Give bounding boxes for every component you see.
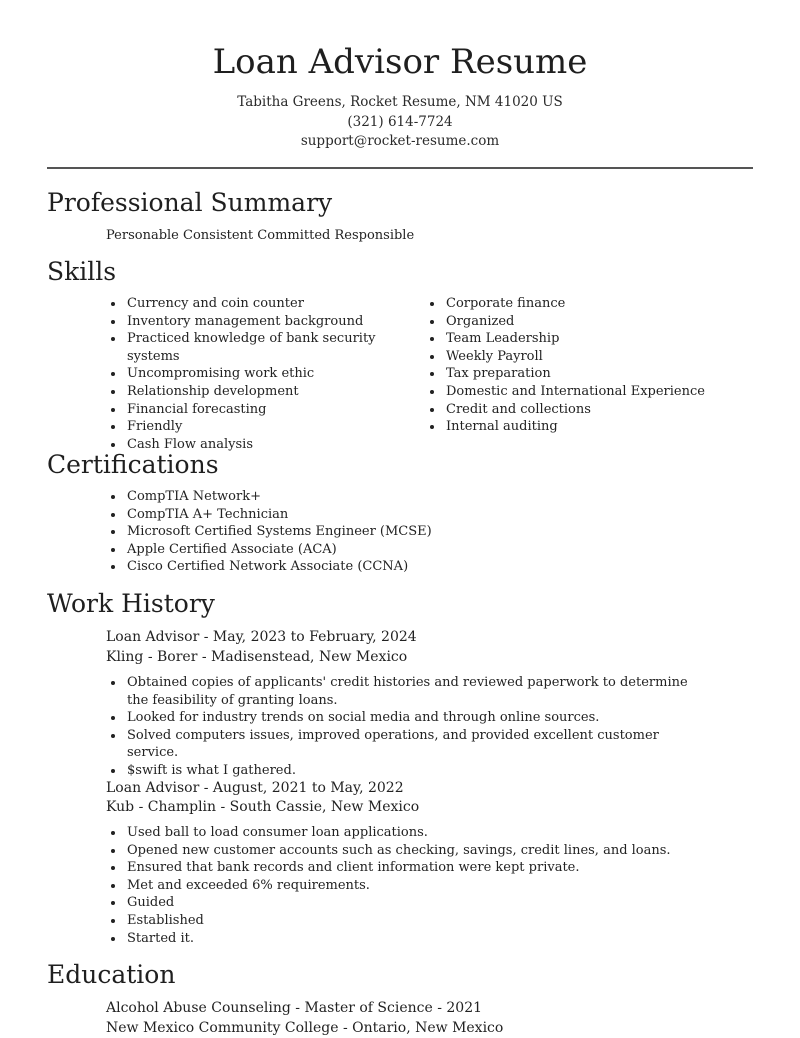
job-company-line: Kub - Champlin - South Cassie, New Mexico	[106, 799, 420, 815]
skills-heading: Skills	[47, 257, 117, 286]
job-bullet: Used ball to load consumer loan applications.	[106, 824, 706, 842]
skills-list-left	[106, 295, 426, 453]
job-bullets	[106, 824, 706, 947]
job-bullet: Guided	[106, 894, 706, 912]
job-company-line: Kling - Borer - Madisenstead, New Mexico	[106, 649, 408, 665]
work-history-heading: Work History	[47, 589, 215, 618]
education-school-line: New Mexico Community College - Ontario, New Mexico	[106, 1020, 504, 1036]
certification-item: Apple Certified Associate (ACA)	[106, 541, 726, 559]
skill-item: Internal auditing	[425, 418, 745, 436]
certification-item: Microsoft Certified Systems Engineer (MCSE)	[106, 523, 726, 541]
contact-address: Tabitha Greens, Rocket Resume, NM 41020 US	[237, 94, 563, 110]
skill-item: Financial forecasting	[106, 401, 426, 419]
skill-item: Tax preparation	[425, 365, 745, 383]
resume-title: Loan Advisor Resume	[212, 42, 588, 82]
job-bullet: Obtained copies of applicants' credit histories and reviewed paperwork to determine the feasibility of granting loans.	[106, 674, 706, 709]
certification-item: CompTIA A+ Technician	[106, 506, 726, 524]
certification-item: CompTIA Network+	[106, 488, 726, 506]
job-bullet: $swift is what I gathered.	[106, 762, 706, 780]
job-bullet: Met and exceeded 6% requirements.	[106, 877, 706, 895]
education-degree-line: Alcohol Abuse Counseling - Master of Science - 2021	[106, 1000, 483, 1016]
job-bullets	[106, 674, 706, 780]
job-bullet: Opened new customer accounts such as checking, savings, credit lines, and loans.	[106, 842, 706, 860]
skill-item: Weekly Payroll	[425, 348, 745, 366]
job-bullet: Ensured that bank records and client information were kept private.	[106, 859, 706, 877]
contact-phone: (321) 614-7724	[347, 114, 453, 130]
certifications-heading: Certifications	[47, 450, 219, 479]
summary-heading: Professional Summary	[47, 188, 333, 217]
job-bullet: Established	[106, 912, 706, 930]
contact-email: support@rocket-resume.com	[300, 133, 500, 149]
skill-item: Currency and coin counter	[106, 295, 426, 313]
skill-item: Friendly	[106, 418, 426, 436]
education-heading: Education	[47, 960, 176, 989]
skill-item: Corporate finance	[425, 295, 745, 313]
certification-item: Cisco Certified Network Associate (CCNA)	[106, 558, 726, 576]
skills-list-right	[425, 295, 745, 436]
summary-text: Personable Consistent Committed Responsible	[106, 228, 415, 243]
certifications-list	[106, 488, 726, 576]
skill-item: Practiced knowledge of bank security systems	[106, 330, 426, 365]
skill-item: Credit and collections	[425, 401, 745, 419]
job-bullet: Started it.	[106, 930, 706, 948]
job-bullet: Solved computers issues, improved operations, and provided excellent customer service.	[106, 727, 706, 762]
job-title-line: Loan Advisor - August, 2021 to May, 2022	[106, 780, 404, 796]
skill-item: Cash Flow analysis	[106, 436, 426, 454]
skill-item: Uncompromising work ethic	[106, 365, 426, 383]
job-title-line: Loan Advisor - May, 2023 to February, 2024	[106, 629, 417, 645]
header-divider	[47, 167, 753, 169]
skill-item: Inventory management background	[106, 313, 426, 331]
skill-item: Organized	[425, 313, 745, 331]
skill-item: Team Leadership	[425, 330, 745, 348]
job-bullet: Looked for industry trends on social media and through online sources.	[106, 709, 706, 727]
skill-item: Domestic and International Experience	[425, 383, 745, 401]
skill-item: Relationship development	[106, 383, 426, 401]
